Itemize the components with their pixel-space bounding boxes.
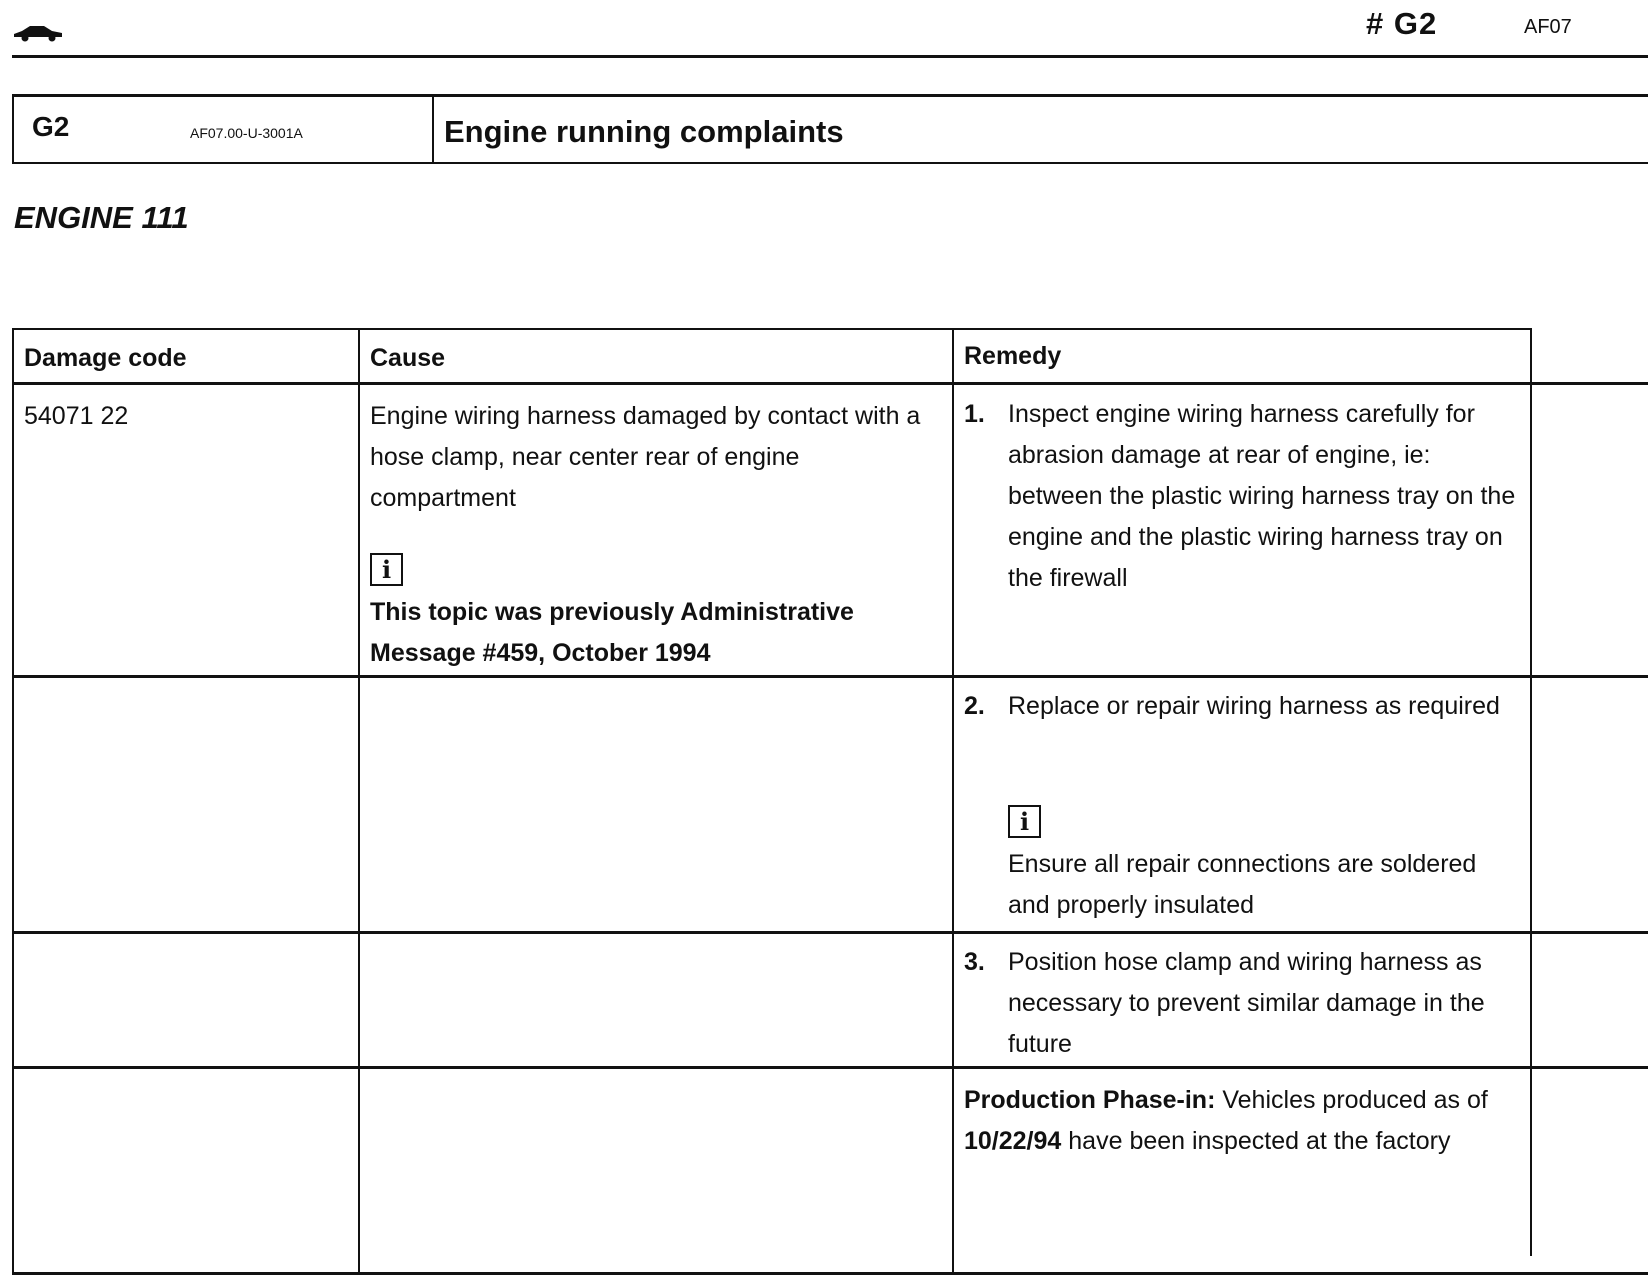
remedy-3-number: 3.: [964, 948, 985, 976]
remedy-2-text: Replace or repair wiring harness as required: [1008, 692, 1500, 720]
cause-text: Engine wiring harness damaged by contact with a hose clamp, near center rear of engine compartment: [370, 402, 921, 512]
title-box: [12, 94, 1648, 164]
remedy-1-text: Inspect engine wiring harness carefully for abrasion damage at rear of engine, ie: between the plastic wiring harness tray on the engine and the plastic wiring harness tray on the firewall: [1008, 400, 1516, 592]
title-code: G2: [32, 111, 70, 142]
header-damage-code: Damage code: [24, 344, 187, 372]
header-ref: AF07: [1524, 16, 1572, 38]
title-divider: [432, 97, 434, 162]
page-title: Engine running complaints: [444, 114, 844, 149]
remedy-2-note: Ensure all repair connections are soldered and properly insulated: [1008, 850, 1477, 919]
remedy-2-number: 2.: [964, 692, 985, 720]
cause-note: This topic was previously Administrative Message #459, October 1994: [370, 598, 854, 667]
header-cause: Cause: [370, 344, 446, 372]
header-remedy: Remedy: [964, 342, 1062, 370]
car-icon: [12, 20, 64, 42]
remedy-3-text: Position hose clamp and wiring harness as necessary to prevent similar damage in the future: [1008, 948, 1485, 1058]
phase-in-note: Production Phase-in: Vehicles produced as of 10/22/94 have been inspected at the factory: [964, 1086, 1488, 1155]
section-heading: ENGINE 111: [14, 200, 189, 235]
damage-code-value: 54071 22: [24, 402, 129, 430]
header-code: # G2: [1366, 6, 1438, 41]
remedy-1-number: 1.: [964, 400, 985, 428]
title-ref: AF07.00-U-3001A: [190, 125, 303, 141]
info-icon: i: [1008, 802, 1041, 843]
header-rule: [12, 55, 1648, 58]
damage-table: [12, 328, 1648, 1274]
info-icon: i: [370, 550, 403, 591]
